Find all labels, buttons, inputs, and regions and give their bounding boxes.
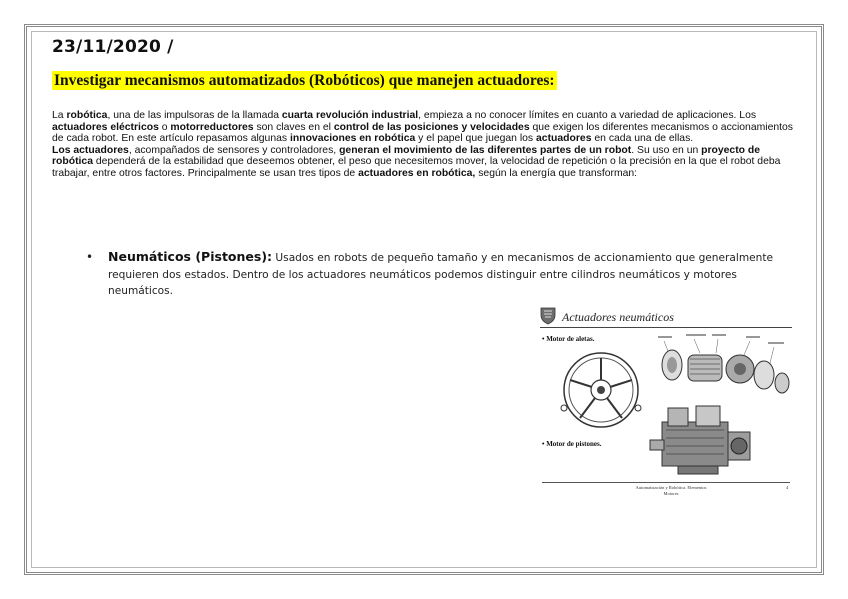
bold-run-13: actuadores bbox=[536, 133, 592, 145]
bullet-text bbox=[108, 249, 786, 300]
slide-page-number: 4 bbox=[786, 485, 789, 490]
university-crest-icon bbox=[538, 305, 558, 325]
slide-item-vane-motor: • Motor de aletas. bbox=[542, 335, 595, 343]
bullet-description: Usados en robots de pequeño tamaño y en mecanismos de accionamiento que generalmente requieren dos estados. Dentro de los actuadores neumáticos podemos distinguir entre cilindros neumáticos y motores neumáticos. bbox=[108, 252, 774, 297]
bullet-title: Neumáticos (Pistones): bbox=[108, 249, 273, 264]
text-run-8: son claves en el bbox=[253, 121, 334, 133]
text-run-7: según la energía que transforman: bbox=[475, 167, 638, 179]
bold-run-3: cuarta revolución industrial bbox=[281, 110, 419, 121]
bold-run-7: motorreductores bbox=[170, 121, 254, 133]
text-run-2: , una de las impulsoras de la llamada bbox=[107, 110, 282, 121]
text-run-0: La bbox=[52, 110, 67, 121]
bold-run-4: proyecto de robótica bbox=[52, 144, 761, 168]
bold-run-6: actuadores en robótica, bbox=[358, 167, 476, 179]
text-run-5: dependerá de la estabilidad que deseemos obtener, el peso que necesitemos mover, la velocidad de repetición o la precisión en la que el robot deba trabajar, entre otros factores. Principalmente se usan tres tipos de bbox=[52, 156, 781, 179]
bullet-dot: • bbox=[86, 250, 94, 264]
text-run-4: , empieza a no conocer límites en cuanto a variedad de aplicaciones. Los bbox=[418, 110, 757, 121]
text-run-10: que exigen los diferentes mecanismos o accionamientos de cada robot. En este artículo repasamos algunas bbox=[52, 121, 793, 145]
slide-title-rule bbox=[540, 327, 792, 328]
bullet-neumaticos bbox=[86, 249, 786, 300]
text-run-6: o bbox=[158, 121, 171, 133]
text-run-1: , acompañados de sensores y controladores, bbox=[128, 144, 340, 156]
bold-run-5: actuadores eléctricos bbox=[52, 121, 159, 133]
document-heading: Investigar mecanismos automatizados (Robóticos) que manejen actuadores: bbox=[54, 72, 555, 89]
text-run-3: . Su uso en un bbox=[631, 144, 702, 156]
piston-motor-photo-icon bbox=[648, 400, 758, 478]
slide-footer-rule bbox=[542, 482, 790, 483]
slide-item-piston-motor: • Motor de pistones. bbox=[542, 440, 602, 448]
embedded-slide-image bbox=[536, 305, 794, 505]
text-run-12: y el papel que juegan los bbox=[415, 133, 537, 145]
paragraph-actuadores bbox=[52, 145, 796, 180]
bold-run-11: innovaciones en robótica bbox=[289, 133, 416, 145]
paragraph-robotica bbox=[52, 110, 796, 145]
bold-run-2: generan el movimiento de las diferentes partes de un robot bbox=[339, 144, 632, 156]
document-date: 23/11/2020 / bbox=[52, 37, 174, 57]
bold-run-1: robótica bbox=[66, 110, 108, 121]
exploded-motor-diagram-icon bbox=[654, 333, 794, 403]
bold-run-9: control de las posiciones y velocidades bbox=[333, 121, 530, 133]
vane-motor-diagram-icon bbox=[556, 350, 646, 430]
bold-run-0: Los actuadores bbox=[52, 144, 129, 156]
slide-footer: Automatización y Robótica. Elementos Motores bbox=[635, 485, 707, 496]
text-run-14: en cada una de ellas. bbox=[591, 133, 694, 145]
slide-title: Actuadores neumáticos bbox=[562, 310, 674, 324]
body-text bbox=[52, 110, 796, 180]
